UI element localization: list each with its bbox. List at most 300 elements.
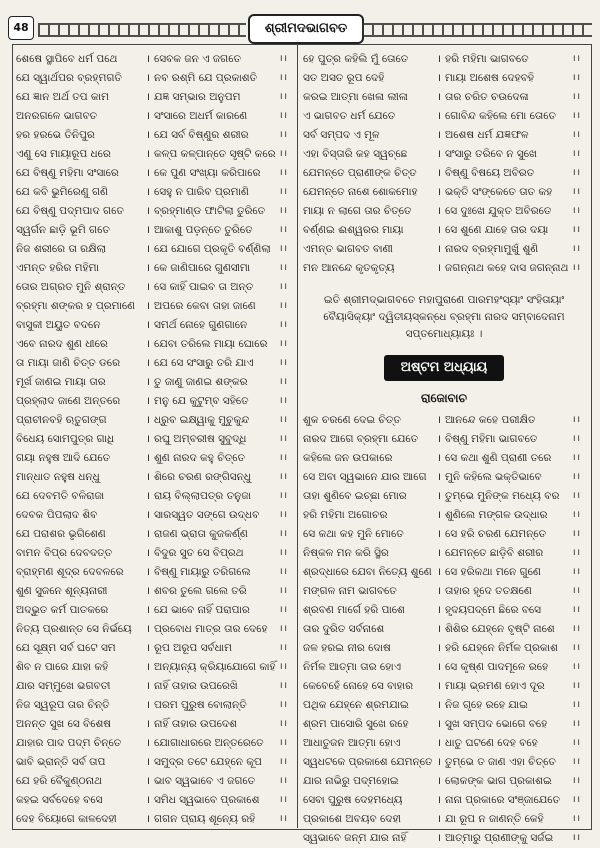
verse-second-half: ଯଜ୍ଞ ସମ୍ଭାର ଅନୁପମ <box>154 91 241 103</box>
verse-second-half: ଭାବ ସ୍ୱଭାବେ ଏ ଜଗତେ <box>154 775 256 787</box>
verse-second-half: ବ୍ରହ୍ମାଣ୍ଡ ଫାଟିଲା ତୁରିତେ <box>154 205 266 217</box>
half-separator: । <box>146 167 150 179</box>
verse-first-half: ଭାବି ଭ୍ରାନ୍ତି ସର୍ବ ତାପ <box>16 756 106 768</box>
half-separator: । <box>146 205 150 217</box>
verse-line <box>16 297 292 316</box>
verse-first-half: ପ୍ରାଚୀନବହି ଋତୁଗଙ୍ଗ <box>16 414 107 426</box>
verse-line <box>303 715 585 734</box>
verse-first-half: ଯେ ଜ୍ଞାନ ଅର୍ଥ ତପ କାମ <box>16 91 109 103</box>
verse-second-half: ଯୋଗାଧାରରେ ଅନ୍ତରେତେ <box>154 737 264 749</box>
verse-second-half: ଲୋକଙ୍କ ଭାଗ ପ୍ରକାଶଇ <box>445 775 552 787</box>
verse-second-half: ସଂସାରୁ ତରିବେ ନ ସୁଖେ <box>445 148 537 160</box>
verse-line <box>303 544 585 563</box>
half-separator: । <box>146 547 150 559</box>
verse-first-half: ଏ ଭାଗବତ ଧର୍ମ ଯେତେ <box>303 110 396 122</box>
verse-second-half: ମନୁ ଯେ କୁଟୁମ୍ବ ସହିତେ <box>154 395 249 407</box>
verse-first-half: ଶ୍ରମ ପାସୋରି ସୁଖେ ରହେ <box>303 718 409 730</box>
right-column <box>303 50 585 848</box>
half-separator: । <box>146 794 150 806</box>
verse-line <box>16 164 292 183</box>
half-separator: । <box>437 243 441 255</box>
verse-end-mark: ।। <box>572 73 581 83</box>
verse-line <box>16 525 292 544</box>
verse-line <box>303 430 585 449</box>
verse-end-mark: ।। <box>572 662 581 672</box>
verse-end-mark: ।। <box>279 168 288 178</box>
verse-second-half: ସେ କୃଷ୍ଣ ପାଦମୂଳେ ରହେ <box>445 661 549 673</box>
verse-end-mark: ।। <box>572 54 581 64</box>
half-separator: । <box>146 148 150 160</box>
chapter-heading: ଅଷ୍ଟମ ଅଧ୍ୟାୟ <box>384 355 504 381</box>
half-separator: । <box>437 756 441 768</box>
verse-first-half: ବିଧେୟ ସୋମପୁତ୍ର ଗାଧି <box>16 433 115 445</box>
verse-end-mark: ।। <box>572 491 581 501</box>
verse-second-half: ଆତ୍ମାରୁ ପ୍ରାଣୀଙ୍କୁ ସର୍ଜଇ <box>445 832 554 844</box>
verse-end-mark: ।। <box>572 776 581 786</box>
verse-second-half: ହୃଦୟପଦ୍ମେ ଛିରେ ବସେ <box>445 604 542 616</box>
verse-end-mark: ।। <box>572 624 581 634</box>
half-separator: । <box>146 186 150 198</box>
verse-end-mark: ।। <box>572 833 581 843</box>
verse-line <box>303 107 585 126</box>
verse-second-half: ରାୟ ବିଲ୍ଲାପତ୍ର ତନୁଜା <box>154 490 251 502</box>
verse-line <box>16 316 292 335</box>
verse-line <box>303 468 585 487</box>
verse-second-half: ରୂପ ଅରୂପ ସର୍ବଧାମ <box>154 642 232 654</box>
verse-second-half: ସେ ଦୁଃଖେ ଯୁକ୍ତ ଅବିରତେ <box>445 205 552 217</box>
verse-line <box>16 544 292 563</box>
half-separator: । <box>146 471 150 483</box>
verse-second-half: ତାର ଚରିତ ଚଉଦେଳା <box>445 91 529 103</box>
half-separator: । <box>437 471 441 483</box>
verse-first-half: ତୋର ଅଗ୍ରତ ମୁନି ଶ୍ରାନ୍ତ <box>16 281 126 293</box>
half-separator: । <box>146 661 150 673</box>
verse-first-half: ସ୍ୱଧଟକେ ପ୍ରକାଶେ ଯେମନ୍ତେ <box>303 756 433 768</box>
verse-first-half: କେବେହେଁ ନୋହେ ସେ ବାହାର <box>303 680 414 692</box>
verse-end-mark: ।। <box>279 719 288 729</box>
verse-line <box>16 601 292 620</box>
verse-end-mark: ।। <box>279 225 288 235</box>
verse-first-half: ନିର୍ମଳ ଆତ୍ମା ତାର ହୋଏ <box>303 661 402 673</box>
verse-end-mark: ।। <box>279 244 288 254</box>
verse-line <box>303 202 585 221</box>
verse-line <box>303 658 585 677</box>
half-separator: । <box>437 642 441 654</box>
verse-end-mark: ।। <box>279 149 288 159</box>
column-divider <box>297 44 298 828</box>
verse-end-mark: ।। <box>572 529 581 539</box>
verse-second-half: ଶିଶିର ଯେହ୍ନେ ବୃଷ୍ଟି ନାଶେ <box>445 623 555 635</box>
half-separator: । <box>146 680 150 692</box>
verse-first-half: ହେ ପୁତ୍ର କହିଲି ମୁଁ ତୋତେ <box>303 53 409 65</box>
verse-end-mark: ।। <box>279 624 288 634</box>
verse-first-half: ଏଣୁ ସେ ମାୟାରୂପ ଧରେ <box>16 148 111 160</box>
verse-second-half: କେ ଜାଣିପାରେ ଗୁଣସୀମା <box>154 262 251 274</box>
verse-line <box>303 639 585 658</box>
verse-second-half: ମାୟା ଅଶେଷ ଦେହବହି <box>445 72 534 84</box>
half-separator: । <box>437 262 441 274</box>
verse-second-half: କେ ପୁଣ ସଂଖ୍ୟା କରିପାରେ <box>154 167 261 179</box>
verse-first-half: ମନ ଆନନ୍ଦେ କୃତକୃତ୍ୟ <box>303 262 395 274</box>
verse-line <box>16 715 292 734</box>
half-separator: । <box>146 110 150 122</box>
verse-first-half: ମଙ୍ଗଳ ନାମ ଭାଗବତେ <box>303 585 397 597</box>
decorative-border-right <box>362 23 592 37</box>
half-separator: । <box>146 338 150 350</box>
verse-first-half: ବାସୁକୀ ଅୟୁତ ବଦନେ <box>16 319 101 331</box>
half-separator: । <box>437 585 441 597</box>
half-separator: । <box>146 91 150 103</box>
verse-second-half: ଧାତୁ ଘଟଣେ ଦେହ ବହେ <box>445 737 538 749</box>
half-separator: । <box>437 110 441 122</box>
verse-first-half: ଶ୍ରବଣ ମାର୍ଗେ ହରି ପାଶେ <box>303 604 405 616</box>
verse-line <box>303 183 585 202</box>
verse-line <box>16 620 292 639</box>
verse-end-mark: ।। <box>279 377 288 387</box>
verse-second-half: ସାରସ୍ୱତ ସଙ୍ଗେ ଉଦ୍ଧବ <box>154 509 260 521</box>
verse-second-half: ଧ୍ରୁବ ଇକ୍ଷ୍ୱାକୁ ମୁଚୁକୁନ୍ଦ <box>154 414 250 426</box>
verse-end-mark: ।। <box>279 510 288 520</box>
verse-end-mark: ।। <box>279 73 288 83</box>
half-separator: । <box>146 72 150 84</box>
verse-end-mark: ।। <box>279 396 288 406</box>
right-column-verses-top <box>303 50 585 278</box>
verse-second-half: ସେ ହରି ଚରଣ ଯେମନ୍ତେ <box>445 528 547 540</box>
half-separator: । <box>146 509 150 521</box>
verse-end-mark: ।। <box>572 111 581 121</box>
verse-line <box>16 373 292 392</box>
verse-end-mark: ।। <box>279 472 288 482</box>
verse-first-half: ତାର ଦୁରିତ ସର୍ବନାଶେ <box>303 623 385 635</box>
verse-line <box>16 791 292 810</box>
verse-line <box>16 107 292 126</box>
verse-line <box>16 810 292 829</box>
verse-second-half: ତାହାର ହୃଦେ ତତକ୍ଷଣେ <box>445 585 532 597</box>
half-separator: । <box>437 737 441 749</box>
half-separator: । <box>437 680 441 692</box>
half-separator: । <box>146 604 150 616</box>
verse-end-mark: ।। <box>572 548 581 558</box>
verse-first-half: ହର ହରଭେ ତିନିପୁର <box>16 129 95 141</box>
verse-second-half: ବିଷ୍ଣୁ ମାୟାରୁ ତରିଗଲେ <box>154 566 251 578</box>
verse-first-half: ସେ କଥା କହ ମୁନି ମୋତେ <box>303 528 404 540</box>
half-separator: । <box>437 148 441 160</box>
verse-line <box>303 601 585 620</box>
right-column-verses-bottom <box>303 411 585 848</box>
verse-second-half: ସମୁଦ୍ର ତଟେ ଯେହ୍ନେ କୂପ <box>154 756 262 768</box>
verse-end-mark: ।। <box>572 168 581 178</box>
verse-line <box>16 50 292 69</box>
verse-line <box>303 259 585 278</box>
verse-line <box>16 202 292 221</box>
verse-line <box>16 88 292 107</box>
verse-second-half: ହରି ମହିମା ଭାଗବତେ <box>445 53 529 65</box>
half-separator: । <box>146 775 150 787</box>
verse-end-mark: ।। <box>279 548 288 558</box>
verse-first-half: ଗୟା ନହୁଷ ଆଦି ଯେତେ <box>16 452 111 464</box>
verse-line <box>16 430 292 449</box>
verse-line <box>303 696 585 715</box>
verse-end-mark: ।। <box>279 320 288 330</box>
verse-second-half: ସେ ଶୁଣେ ଯାହେ ତାର ଦୟା <box>445 224 549 236</box>
verse-second-half: ଶିରେ ଚରଣ ରଙ୍ଗିସନ୍ଧୁ <box>154 471 251 483</box>
verse-first-half: ବାମନ ବିପ୍ର ଦେବଦତ୍ତ <box>16 547 113 559</box>
verse-line <box>16 392 292 411</box>
verse-second-half: ନାହିଁ ତାହାର ଉପରେଖି <box>154 680 238 692</box>
verse-second-half: ପ୍ରବୋଧ ମାତ୍ର ତାର ଦେହେ <box>154 623 268 635</box>
half-separator: । <box>146 718 150 730</box>
half-separator: । <box>437 129 441 141</box>
verse-end-mark: ।। <box>572 681 581 691</box>
half-separator: । <box>146 756 150 768</box>
verse-second-half: ଗୋବିନ୍ଦ କହିଲେ ମୋ ତୋତେ <box>445 110 556 122</box>
verse-second-half: ଆକାଶୁ ପଡ଼ନ୍ତେ ତୁରିତେ <box>154 224 253 236</box>
half-separator: । <box>146 129 150 141</box>
verse-line <box>16 563 292 582</box>
verse-end-mark: ।। <box>279 776 288 786</box>
verse-end-mark: ।। <box>279 301 288 311</box>
verse-first-half: ନିତ୍ୟ ପ୍ରଶାନ୍ତ ସେ ନିର୍ଭୟେ <box>16 623 132 635</box>
verse-end-mark: ।। <box>279 795 288 805</box>
verse-first-half: ଶେଷେ ସ୍ଥାପିବେ ଧର୍ମ ପଥେ <box>16 53 118 65</box>
verse-line <box>16 221 292 240</box>
half-separator: । <box>437 813 441 825</box>
half-separator: । <box>146 490 150 502</box>
verse-first-half: ଯେ ବିଷ୍ଣୁ ମହିମା ସଂସାରେ <box>16 167 119 179</box>
verse-second-half: ବିଦୁର ସୁତ ସେ ବିପ୍ରଥ <box>154 547 244 559</box>
verse-second-half: ମୁନି କହିଲେ ଭକ୍ତିଭାବେ <box>445 471 542 483</box>
chapter-colophon: ଇତି ଶ୍ରୀମଦ୍ଭାଗବତେ ମହାପୁରାଣେ ପାରମହଂସ୍ୟାଂ ସଂହିତାୟାଂ ବୈୟାସିକ୍ୟାଂ ଦ୍ୱିତୀୟସ୍କନ୍ଧେ ବ୍ରହ୍ମା ନାରଦ ସମ୍ବାଦେନାମ ସପ୍ତମୋଧ୍ୟାୟଃ । <box>323 294 565 340</box>
verse-second-half: ଯେମନ୍ତେ ଛାଡ଼ିବି ଶରୀର <box>445 547 544 559</box>
verse-first-half: ଯେମନ୍ତେ ନାଶେ ଶୋକମୋହ <box>303 186 418 198</box>
decorative-border-left <box>38 23 246 37</box>
half-separator: । <box>437 794 441 806</box>
verse-line <box>303 829 585 848</box>
half-separator: । <box>437 490 441 502</box>
verse-line <box>303 525 585 544</box>
verse-second-half: ତୁମ୍ଭେ ମୁନିଙ୍କ ମଧ୍ୟେ ବର <box>445 490 560 502</box>
verse-first-half: ପଥିକ ଯେହ୍ନେ ଶ୍ରମଯାଇ <box>303 699 409 711</box>
half-separator: । <box>437 775 441 787</box>
verse-line <box>303 734 585 753</box>
verse-second-half: ସେ କଥା ଶୁଣି ପ୍ରାଣୀ ତରେ <box>445 452 552 464</box>
verse-first-half: ମୂର୍ଖ ଜାଣଇ ମାୟା ତାର <box>16 376 106 388</box>
verse-end-mark: ।। <box>279 358 288 368</box>
verse-end-mark: ।। <box>572 225 581 235</box>
verse-first-half: ନିଷ୍କଳ ମନ କରି ସ୍ଥିର <box>303 547 389 559</box>
verse-line <box>303 487 585 506</box>
verse-second-half: ସମିଧ ସ୍ୱଭାବେ ପ୍ରକାଶେ <box>154 794 260 806</box>
verse-second-half: ନାନା ପ୍ରକାରେ ସଂଞ୍ଜାଯେତେ <box>445 794 560 806</box>
verse-second-half: ବିଷ୍ଣୁ ମହିମା ଭାଗବତେ <box>445 433 538 445</box>
verse-end-mark: ।। <box>572 814 581 824</box>
half-separator: । <box>146 300 150 312</box>
verse-end-mark: ।। <box>279 92 288 102</box>
half-separator: । <box>437 433 441 445</box>
verse-second-half: ତୁ ଜାଣୁ ଜାଣଇ ଶଙ୍କର <box>154 376 248 388</box>
verse-first-half: ସ୍ୱଭାବେ ଜନ୍ମ ଯାର ନାହିଁ <box>303 832 407 844</box>
verse-second-half: ଯେ ସେ ସଂସାରୁ ତରି ଯାଏ <box>154 357 254 369</box>
half-separator: । <box>437 224 441 236</box>
half-separator: । <box>146 395 150 407</box>
verse-line <box>303 677 585 696</box>
verse-second-half: ସେ ହରିକଥା ମନେ ଗୁଣେ <box>445 566 541 578</box>
verse-second-half: ସେବକ ଜନ ଏ ଜଗତେ <box>154 53 241 65</box>
verse-end-mark: ।। <box>572 453 581 463</box>
verse-second-half: ଅପରେ କେବା ତାହା ଜାଣେ <box>154 300 256 312</box>
verse-end-mark: ।। <box>279 567 288 577</box>
verse-line <box>303 221 585 240</box>
verse-end-mark: ।। <box>279 130 288 140</box>
verse-first-half: ଯେ ସ୍ୱାର୍ଥପର ବ୍ରହ୍ମଗତି <box>16 72 122 84</box>
verse-end-mark: ।। <box>572 149 581 159</box>
verse-second-half: ନାହିଁ ତାହାର ଉପଦେଶ <box>154 718 237 730</box>
verse-second-half: ଅନ୍ୟାନ୍ୟ କ୍ରିୟାଯୋଗେ କାହିଁ <box>154 661 276 673</box>
half-separator: । <box>437 509 441 521</box>
verse-line <box>16 354 292 373</box>
verse-end-mark: ।। <box>572 415 581 425</box>
verse-end-mark: ।। <box>279 814 288 824</box>
verse-line <box>303 620 585 639</box>
verse-end-mark: ।। <box>279 434 288 444</box>
half-separator: । <box>146 737 150 749</box>
verse-line <box>303 50 585 69</box>
half-separator: । <box>437 699 441 711</box>
verse-line <box>16 240 292 259</box>
verse-first-half: ଯେ କବି ଭୁମିରେଣୁ ଗଣି <box>16 186 108 198</box>
verse-line <box>303 411 585 430</box>
verse-line <box>303 753 585 772</box>
half-separator: । <box>437 604 441 616</box>
verse-line <box>16 753 292 772</box>
verse-first-half: ଯେମନ୍ତେ ପ୍ରାଣୀଙ୍କ ଚିତ୍ତ <box>303 167 417 179</box>
verse-first-half: ସ୍ୱର୍ଗନ ଛାଡ଼ି ଭୂମି ଗତେ <box>16 224 110 236</box>
verse-line <box>16 734 292 753</box>
verse-first-half: ପ୍ରହ୍ଲାଦ ଜାଣେ ଅନ୍ତରେ <box>16 395 121 407</box>
verse-end-mark: ।। <box>572 434 581 444</box>
verse-line <box>303 791 585 810</box>
verse-second-half: ସେହୁ ନ ପାରିବ ପ୍ରମାଣି <box>154 186 249 198</box>
verse-line <box>16 335 292 354</box>
verse-end-mark: ।। <box>279 757 288 767</box>
half-separator: । <box>437 547 441 559</box>
verse-end-mark: ।। <box>572 130 581 140</box>
verse-first-half: ଶ୍ରଦ୍ଧାରେ ଯେବା ନିତ୍ୟେ ଶୁଣେ <box>303 566 432 578</box>
half-separator: । <box>146 585 150 597</box>
half-separator: । <box>146 224 150 236</box>
verse-line <box>16 506 292 525</box>
verse-end-mark: ।। <box>572 244 581 254</box>
verse-end-mark: ।। <box>279 453 288 463</box>
verse-end-mark: ।। <box>279 187 288 197</box>
verse-end-mark: ।। <box>279 491 288 501</box>
verse-line <box>303 772 585 791</box>
verse-line <box>303 69 585 88</box>
half-separator: । <box>437 452 441 464</box>
verse-first-half: ବ୍ରାହ୍ମଣ ଶୂଦ୍ର ଦେବଳରେ <box>16 566 124 578</box>
verse-end-mark: ।। <box>572 757 581 767</box>
half-separator: । <box>437 205 441 217</box>
half-separator: । <box>146 376 150 388</box>
verse-first-half: ସତ ଅସତ ରୂପ ଦେହି <box>303 72 385 84</box>
verse-end-mark: ।। <box>279 282 288 292</box>
verse-second-half: ଆନନ୍ଦେ କହେ ପରୀକ୍ଷିତ <box>445 414 536 426</box>
verse-second-half: ଶୁଣ ନାରଦ କହୁ ଚିତ୍ତେ <box>154 452 245 464</box>
verse-line <box>16 639 292 658</box>
verse-second-half: ଯେବା ତରିଲେ ମାୟା ଘୋରେ <box>154 338 268 350</box>
verse-line <box>303 582 585 601</box>
half-separator: । <box>146 53 150 65</box>
half-separator: । <box>146 528 150 540</box>
verse-end-mark: ।। <box>572 92 581 102</box>
verse-second-half: ଶୁଣିଲେ ମଙ୍ଗଳ ଉଦ୍ଧାର <box>445 509 548 521</box>
half-separator: । <box>146 357 150 369</box>
verse-line <box>16 658 292 677</box>
verse-line <box>16 278 292 297</box>
verse-end-mark: ।। <box>279 54 288 64</box>
page-number: 48 <box>8 16 34 40</box>
verse-first-half: ଏହା ବିସ୍ତାରି କହ ସ୍ୱଚ୍ଛେ <box>303 148 408 160</box>
verse-end-mark: ।। <box>279 738 288 748</box>
verse-line <box>16 582 292 601</box>
verse-first-half: ଜଳ ହରଇ ନୀର ଦୋଷ <box>303 642 391 654</box>
verse-line <box>16 772 292 791</box>
verse-second-half: ହରି ଯେହ୍ନେ ନିର୍ମଳ ପ୍ରକାଶ <box>445 642 558 654</box>
verse-second-half: ନବ ରଶ୍ମି ଯେ ପ୍ରକାଶତି <box>154 72 258 84</box>
verse-end-mark: ।। <box>279 700 288 710</box>
verse-line <box>16 487 292 506</box>
book-title: ଶ୍ରୀମଦଭାଗବତ <box>248 14 364 44</box>
verse-second-half: ରାଜଣ ଭ୍ରାତା କୁଜକର୍ଣ୍ଣ <box>154 528 248 540</box>
verse-first-half: ଶୁଣ ସୁଜନେ ଶୂନ୍ୟନାରୀ <box>16 585 108 597</box>
verse-second-half: ନାରଦ ବ୍ରହ୍ମାମୁଖୁଁ ଶୁଣି <box>445 243 539 255</box>
half-separator: । <box>146 566 150 578</box>
half-separator: । <box>146 281 150 293</box>
half-separator: । <box>146 243 150 255</box>
verse-first-half: ଏବେ ନାରଦ ଶୁଣ ଧୀରେ <box>16 338 108 350</box>
verse-first-half: ଦେବକ ପିପଲାଦ ଶିବ <box>16 509 98 521</box>
verse-first-half: ମାୟା ନ ଲାଗେ ତାର ଚିତ୍ତେ <box>303 205 412 217</box>
half-separator: । <box>146 623 150 635</box>
verse-first-half: ଯାହାର ପାଦ ପଦ୍ମ ଚିନ୍ତେ <box>16 737 122 749</box>
verse-first-half: ଶୁକ ଚରଣେ ଦେଇ ଚିତ୍ତ <box>303 414 401 426</box>
verse-line <box>16 126 292 145</box>
verse-first-half: ଯେ ଦେବମତି ବଳିରାଜା <box>16 490 105 502</box>
verse-first-half: ତାହା ଶୁଣିବେ ଇଚ୍ଛା ମୋର <box>303 490 407 502</box>
verse-first-half: କରଇ ଆତ୍ମା ଖେଳା ଲୀଳା <box>303 91 408 103</box>
verse-first-half: ଯେ ବିଷ୍ଣୁ ପଦ୍ମପାଦ ଗତେ <box>16 205 124 217</box>
verse-second-half: ଯେ ଯୋଗେ ପ୍ରକୃତି ବର୍ଣ୍ଣିଲା <box>154 243 271 255</box>
verse-line <box>16 411 292 430</box>
verse-line <box>303 126 585 145</box>
verse-end-mark: ।। <box>279 643 288 653</box>
verse-end-mark: ।। <box>279 662 288 672</box>
verse-second-half: ଶବର ତୁଲେ ଗଲେ ତରି <box>154 585 247 597</box>
verse-first-half: ଏମନ୍ତ ଭାଗବତ ବାଣୀ <box>303 243 393 255</box>
verse-second-half: ଯେ ସର୍ବ ବିଷ୍ଣୁର ଶରୀର <box>154 129 249 141</box>
half-separator: । <box>437 832 441 844</box>
verse-first-half: ତା ମାୟା ଜାଣି ଚିତ୍ତ ଡରେ <box>16 357 121 369</box>
verse-end-mark: ।। <box>572 586 581 596</box>
verse-end-mark: ।। <box>572 643 581 653</box>
verse-line <box>16 449 292 468</box>
verse-second-half: ରଘୁ ଅମ୍ବରୀଷ ସୁବୁଦ୍ଧି <box>154 433 247 445</box>
verse-second-half: କଳ୍ପ କଳ୍ପାନ୍ତେ ସୃଷ୍ଟି କରେ <box>154 148 276 160</box>
verse-end-mark: ।। <box>572 187 581 197</box>
verse-line <box>303 810 585 829</box>
verse-second-half: ଯେ ଭାବେ ନାହିଁ ପରାପାର <box>154 604 250 616</box>
verse-first-half: ଏମନ୍ତ ହରିର ମହିମା <box>16 262 99 274</box>
